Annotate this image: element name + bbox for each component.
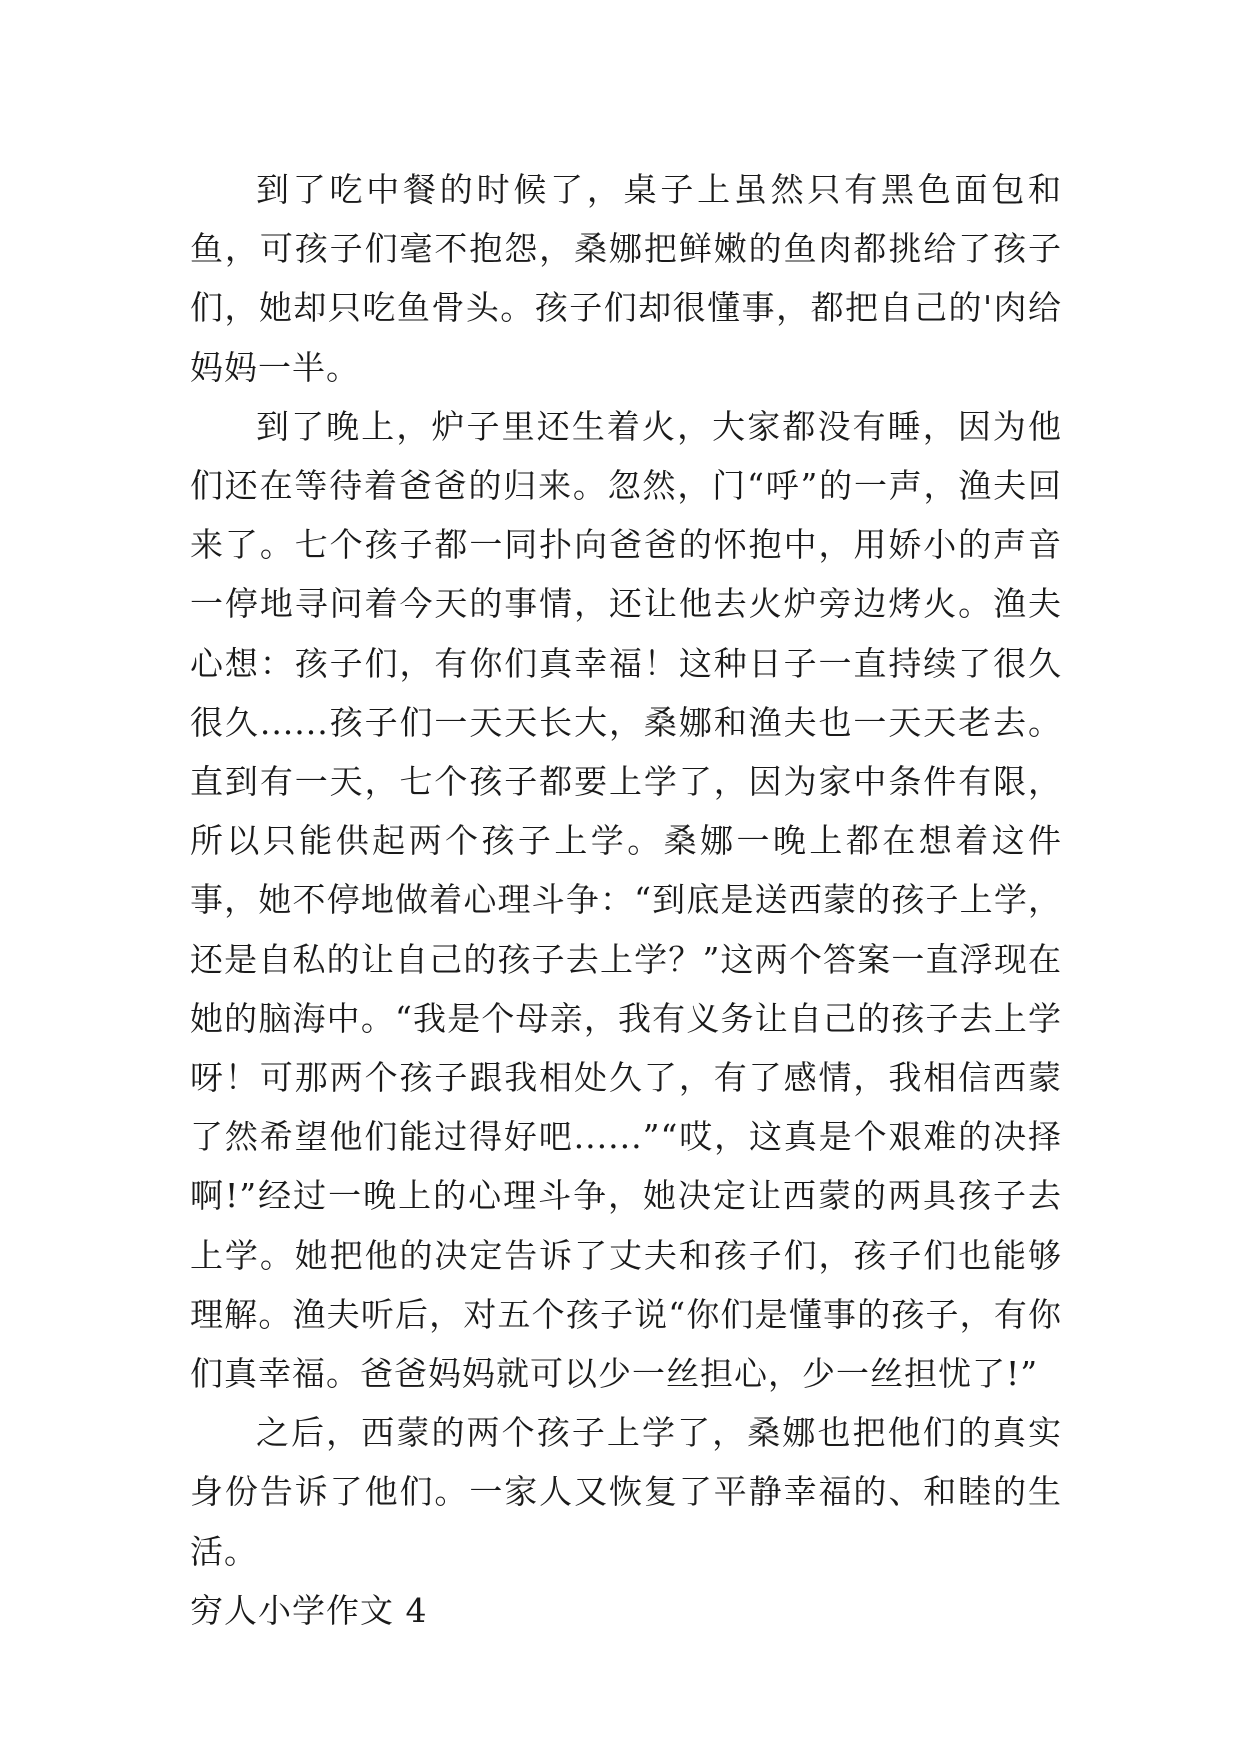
next-essay-heading: 穷人小学作文 4 — [190, 1590, 428, 1630]
paragraph-evening: 到了晚上，炉子里还生着火，大家都没有睡，因为他们还在等待着爸爸的归来。忽然，门“呼”的一声，渔夫回来了。七个孩子都一同扑向爸爸的怀抱中，用娇小的声音一停地寻问着今天的事情，还让他去火炉旁边烤火。渔夫心想：孩子们，有你们真幸福！这种日子一直持续了很久很久......孩子们一天天长大，桑娜和渔夫也一天天老去。直到有一天，七个孩子都要上学了，因为家中条件有限，所以只能供起两个孩子上学。桑娜一晚上都在想着这件事，她不停地做着心理斗争：“到底是送西蒙的孩子上学，还是自私的让自己的孩子去上学？”这两个答案一直浮现在她的脑海中。“我是个母亲，我有义务让自己的孩子去上学呀！可那两个孩子跟我相处久了，有了感情，我相信西蒙了然希望他们能过得好吧......”“哎，这真是个艰难的决择啊!”经过一晚上的心理斗争，她决定让西蒙的两具孩子去上学。她把他的决定告诉了丈夫和孩子们，孩子们也能够理解。渔夫听后，对五个孩子说“你们是懂事的孩子，有你们真幸福。爸爸妈妈就可以少一丝担心，少一丝担忧了!” — [190, 406, 1062, 1394]
paragraph-ending: 之后，西蒙的两个孩子上学了，桑娜也把他们的真实身份告诉了他们。一家人又恢复了平静幸福的、和睦的生活。 — [190, 1413, 1062, 1571]
paragraph-lunch: 到了吃中餐的时候了，桌子上虽然只有黑色面包和鱼，可孩子们毫不抱怨，桑娜把鲜嫩的鱼肉都挑给了孩子们，她却只吃鱼骨头。孩子们却很懂事，都把自己的'肉给妈妈一半。 — [190, 170, 1062, 387]
document-body — [190, 160, 1062, 1640]
